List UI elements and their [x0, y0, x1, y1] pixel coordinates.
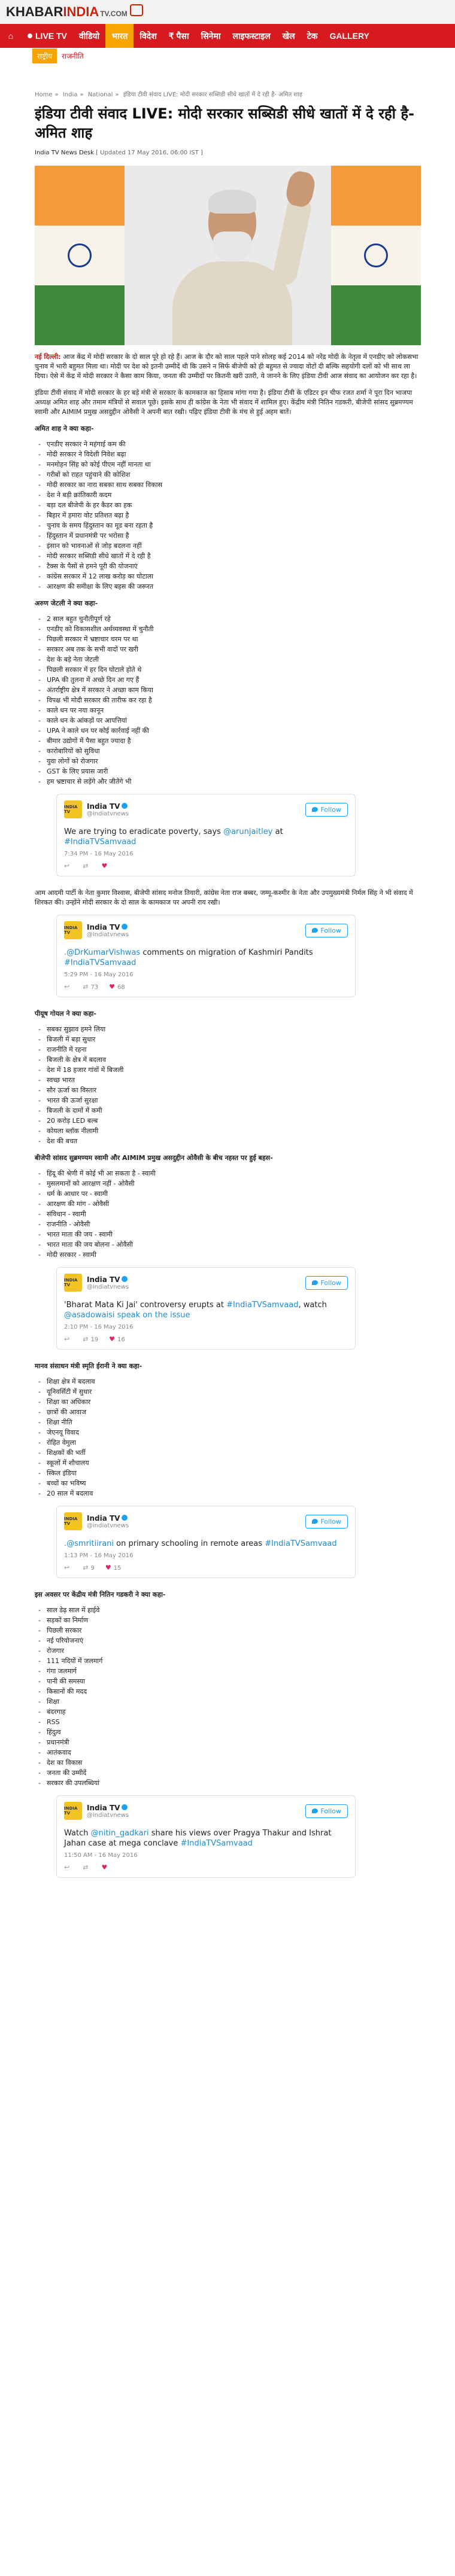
list-item: - देश का विकास [38, 1758, 421, 1768]
verified-icon [122, 1515, 128, 1521]
list-item: - पिछली सरकार में भ्रष्टाचार चरम पर था [38, 634, 421, 644]
tweet-name-text: India TV [87, 1803, 120, 1812]
tweet-author [87, 923, 305, 938]
tweet-actions [64, 1564, 348, 1572]
breadcrumb-national[interactable]: National [87, 92, 113, 98]
tweet-handle[interactable]: @indiatvnews [87, 1283, 129, 1290]
list-item: - भारत की ऊर्जा सुरक्षा [38, 1095, 421, 1106]
tweet-handle[interactable]: @indiatvnews [87, 810, 129, 817]
section-list [38, 614, 421, 787]
chakra-icon [364, 243, 388, 267]
byline [35, 150, 421, 156]
nav-label: LIVE TV [35, 31, 67, 41]
tweet-time[interactable]: 5:29 PM - 16 May 2016 [64, 972, 134, 978]
list-item: - शिक्षा [38, 1697, 421, 1707]
list-item: - स्वच्छ भारत [38, 1075, 421, 1085]
tweet-author [87, 1275, 305, 1290]
summary-paragraph: इंडिया टीवी संवाद में मोदी सरकार के हर बड़े मंत्री से सरकार के कामकाज का हिसाब मांगा गया है। इंडिया टीवी के एडिटर इन चीफ रजत शर्मा ने पूरा दिन भाजपा अध्यक्ष अमित शाह और तमाम मंत्रियों से सवाल पूछे। इसके साथ ही कांग्रेस के नेता भी संवाद में शामिल हुए। केंद्रीय मंत्री नितिन गडकरी, बीजेपी सांसद सुब्रमण्यम स्वामी और AIMIM प्रमुख असदुद्दीन ओवैसी ने अपनी बात रखी। पढ़िए इंडिया टीवी के मंच से हुई अहम बातें। [35, 389, 413, 416]
section-title: पीयूष गोयल ने क्या कहा- [35, 1010, 96, 1018]
tweet-time[interactable]: 2:10 PM - 16 May 2016 [64, 1324, 134, 1330]
list-item: - बंदरगाह [38, 1707, 421, 1717]
tweet-name[interactable] [87, 1275, 305, 1284]
like-count: 16 [117, 1336, 125, 1343]
tweet-hashtag-link[interactable]: #IndiaTVSamvaad [64, 838, 136, 847]
article-content [35, 90, 421, 1890]
nav-label: पैसा [176, 31, 189, 41]
reply-icon: ↩ [64, 1864, 70, 1871]
avatar[interactable]: INDIA TV [64, 1274, 82, 1292]
follow-label: Follow [320, 805, 341, 814]
tweet-header [64, 1802, 348, 1820]
list-item: - देश की बचत [38, 1136, 421, 1146]
list-item: - स्किल इंडिया [38, 1468, 421, 1478]
list-item: - स्कूलों में शौचालय [38, 1458, 421, 1468]
section-list [38, 1377, 421, 1499]
breadcrumb-sep: » [115, 92, 119, 98]
avatar[interactable]: INDIA TV [64, 1802, 82, 1820]
follow-button[interactable] [305, 924, 348, 937]
list-item: - बिजली के दामों में कमी [38, 1106, 421, 1116]
tweet-text [64, 827, 348, 847]
avatar[interactable]: INDIA TV [64, 800, 82, 818]
money-icon: ₹ [168, 31, 177, 41]
retweet-action[interactable] [83, 1864, 90, 1871]
list-item: - बिजली के क्षेत्र में बदलाव [38, 1055, 421, 1065]
list-item: - एनडीए को विकासशील अर्थव्यवस्था में चुनौती [38, 624, 421, 634]
tweet-text [64, 948, 348, 968]
reply-action[interactable] [64, 983, 72, 991]
section-list [38, 1605, 421, 1788]
follow-label: Follow [320, 1517, 341, 1525]
list-item: - आरक्षण की समीक्षा के लिए बहस की जरूरत [38, 581, 421, 592]
section-title: अमित शाह ने क्या कहा- [35, 425, 94, 433]
list-item: - शिक्षा क्षेत्र में बदलाव [38, 1377, 421, 1387]
tweet-text [64, 1539, 348, 1549]
breadcrumb-india[interactable]: India [62, 92, 78, 98]
list-item: - भारत माता की जय - स्वामी [38, 1229, 421, 1240]
tweet-name[interactable] [87, 1804, 305, 1812]
like-action[interactable] [101, 862, 110, 870]
list-item: - सड़कों का निर्माण [38, 1615, 421, 1625]
logo-suffix: TV.COM [100, 10, 128, 18]
follow-label: Follow [320, 1807, 341, 1815]
follow-label: Follow [320, 1278, 341, 1287]
tweet-mention-link[interactable]: .@DrKumarVishwas [64, 948, 141, 957]
list-item: - 111 नदियों में जलमार्ग [38, 1656, 421, 1666]
like-count: 68 [117, 984, 125, 991]
tweet-name-text: India TV [87, 802, 120, 811]
tweet-header [64, 921, 348, 939]
list-item: - UPA ने काले धन पर कोई कार्रवाई नहीं की [38, 726, 421, 736]
tweet-hashtag-link[interactable]: @asadowaisi speak on the issue [64, 1311, 190, 1320]
tweet-text [64, 1300, 348, 1320]
list-item: - शिक्षकों की भर्ती [38, 1448, 421, 1458]
top-header [0, 0, 455, 24]
heart-icon: ♥ [109, 1335, 116, 1343]
breadcrumb-sep: » [54, 92, 59, 98]
intro-paragraph [35, 352, 421, 381]
tweet-text-part: on primary schooling in remote areas [114, 1539, 265, 1548]
tweet-header [64, 1512, 348, 1530]
tweet-author [87, 1514, 305, 1529]
reply-action[interactable] [64, 862, 72, 870]
list-item: - पानी की समस्या [38, 1676, 421, 1686]
site-logo[interactable] [6, 4, 143, 20]
twitter-bird-icon [312, 1808, 318, 1813]
follow-button[interactable] [305, 1276, 348, 1290]
retweet-icon: ⇄ [83, 983, 89, 991]
list-item: - राजनीति - ओवैसी [38, 1219, 421, 1229]
list-item: - मोदी सरकार ने विदेशी निवेश बढ़ा [38, 449, 421, 459]
article-title: इंडिया टीवी संवाद LIVE: मोदी सरकार सब्सिडी सीधे खातों में दे रही है- अमित शाह [35, 105, 415, 141]
author[interactable]: India TV News Desk [35, 150, 94, 156]
retweet-icon: ⇄ [83, 1864, 89, 1871]
nav-sports[interactable]: खेल [282, 31, 295, 41]
list-item: - 20 साल में बदलाव [38, 1488, 421, 1499]
tweet-mention-link[interactable]: .@smritiirani [64, 1539, 114, 1548]
tweet-actions [64, 862, 348, 870]
tweet-handle[interactable]: @indiatvnews [87, 931, 129, 938]
tweet-actions [64, 1335, 348, 1343]
list-item: - पिछली सरकार में हर दिन घोटाले होते थे [38, 665, 421, 675]
section-title: अरुण जेटली ने क्या कहा- [35, 599, 98, 607]
list-item: - काले धन पर नया कानून [38, 705, 421, 715]
list-item: - यूनिवर्सिटी में सुधार [38, 1387, 421, 1397]
list-item: - साल डेढ़ साल में हाईवे [38, 1605, 421, 1615]
list-item: - बच्चों का भविष्य [38, 1478, 421, 1488]
dateline: नई दिल्ली: [35, 353, 61, 361]
tweet-text-part: , watch [298, 1301, 327, 1310]
indian-flag-left [35, 166, 125, 345]
reply-action[interactable] [64, 1335, 72, 1343]
list-item: - सरकार की उपलब्धियां [38, 1778, 421, 1788]
tweet-text-part: We are trying to eradicate poverty, says [64, 827, 224, 836]
tweet-name[interactable] [87, 802, 305, 811]
tweet-header [64, 800, 348, 818]
tweet-hashtag-link[interactable]: #IndiaTVSamvaad [180, 1839, 253, 1848]
list-item: - टैक्स के पैसों से हमने पूरी की योजनाएं [38, 561, 421, 571]
follow-button[interactable] [305, 1804, 348, 1818]
home-icon[interactable]: ⌂ [8, 31, 14, 41]
list-item: - UPA की तुलना में अच्छे दिन आ गए हैं [38, 675, 421, 685]
list-item: - बिजली में बड़ा सुधार [38, 1034, 421, 1045]
list-item: - बड़ा दल बीजेपी के हर कैडर का हक [38, 500, 421, 510]
retweet-action[interactable] [83, 983, 98, 991]
section-title: मानव संसाधन मंत्री स्मृति ईरानी ने क्या कहा- [35, 1362, 142, 1370]
retweet-action[interactable] [83, 862, 90, 870]
list-item: - जनता की उम्मीदें [38, 1768, 421, 1778]
retweet-action[interactable] [83, 1564, 95, 1572]
embedded-tweet [56, 1795, 356, 1878]
follow-button[interactable] [305, 803, 348, 817]
logo-brand: INDIA [63, 4, 99, 19]
nav-lifestyle[interactable]: लाइफस्टाइल [232, 31, 271, 41]
heart-icon: ♥ [109, 983, 116, 991]
tweet-text-part: share his views over Pragya Thakur and Ishrat Jahan case at mega conclave [64, 1829, 332, 1848]
verified-icon [122, 1804, 128, 1810]
tweet-time[interactable]: 1:13 PM - 16 May 2016 [64, 1552, 134, 1559]
breadcrumb [35, 90, 421, 98]
list-item: - मुसलमानों को आरक्षण नहीं - ओवैसी [38, 1179, 421, 1189]
list-item: - गरीबों को राहत पहुंचाने की कोशिश [38, 470, 421, 480]
logo-prefix: KHABAR [6, 4, 63, 19]
list-item: - शिक्षा नीति [38, 1417, 421, 1427]
chakra-icon [68, 243, 92, 267]
heart-icon: ♥ [101, 862, 108, 870]
like-count: 15 [113, 1565, 122, 1572]
subnav-politics[interactable]: राजनीति [62, 51, 84, 60]
nav-tech[interactable]: टेक [307, 31, 318, 41]
retweet-icon: ⇄ [83, 1564, 89, 1572]
tweet-name[interactable] [87, 923, 305, 931]
tweet-header [64, 1274, 348, 1292]
retweet-icon: ⇄ [83, 862, 89, 870]
list-item: - GST के लिए प्रयास जारी [38, 766, 421, 777]
tweet-actions [64, 983, 348, 991]
heart-icon: ♥ [101, 1864, 108, 1871]
list-item: - देश में 18 हजार गांवों में बिजली [38, 1065, 421, 1075]
retweet-count: 9 [90, 1565, 95, 1572]
list-item: - राजनीति में रहना [38, 1045, 421, 1055]
list-item: - रोजगार [38, 1646, 421, 1656]
twitter-bird-icon [312, 928, 318, 933]
twitter-bird-icon [312, 1280, 318, 1285]
guests-paragraph: आम आदमी पार्टी के नेता कुमार विश्वास, बीजेपी सांसद मनोज तिवारी, कांग्रेस नेता राज बब्बर, जम्मू-कश्मीर के नेता और उपमुख्यमंत्री निर्मल सिंह ने भी संवाद में शिरकत की। उन्होंने मोदी सरकार के दो साल के कामकाज पर अपनी राय रखी। [35, 889, 413, 906]
list-item: - जेएनयू विवाद [38, 1427, 421, 1438]
list-item: - हिंदुस्तान में प्रधानमंत्री पर भरोसा है [38, 531, 421, 541]
reply-icon: ↩ [64, 983, 70, 991]
list-item: - पिछली सरकार [38, 1625, 421, 1636]
follow-button[interactable] [305, 1515, 348, 1528]
nav-world[interactable]: विदेश [139, 31, 157, 41]
nav-video[interactable]: वीडियो [78, 31, 100, 41]
list-item: - सरकार अब तक के सभी वादों पर खरी [38, 644, 421, 654]
list-item: - इंसान को भावनाओं से जोड़ बदलना नहीं [38, 541, 421, 551]
list-item: - सबका सुझाव हमने लिया [38, 1024, 421, 1034]
list-item: - आतंकवाद [38, 1747, 421, 1758]
logo-tv-icon [130, 4, 143, 16]
retweet-action[interactable] [83, 1335, 98, 1343]
nav-live-tv[interactable] [22, 24, 73, 48]
list-item: - चुनाव के समय हिंदुस्तान का मूड बना रहता है [38, 520, 421, 531]
reply-action[interactable] [64, 1564, 72, 1572]
tweet-hashtag-link[interactable]: #IndiaTVSamvaad [265, 1539, 337, 1548]
like-action[interactable] [105, 1564, 122, 1572]
breadcrumb-sep: » [80, 92, 84, 98]
intro-text: आज केंद्र में मोदी सरकार के दो साल पूरे हो रहे हैं। आज के दौर को साल पहले पाने सोलह कई 2014 को नरेंद्र मोदी के नेतृत्व में एनडीए को लोकसभा चुनाव में भारी बहुमत मिला था। मोदी पर देश को इतनी उम्मीदें थी कि उसने न सिर्फ बीजेपी को ही बहुमत से ज्यादा वोटों दी बल्कि सहयोगी दलों को भी साथ ला दिया। ऐसे में केंद्र में मोदी सरकार ने कैसा काम किया, जनता की उम्मीदों पर कितनी खरी उतरी, ये जानने के लिए इंडिया टीवी आज संवाद का आयोजन कर रहा है। [35, 353, 418, 380]
list-item: - कारोबारियों को सुविधा [38, 746, 421, 756]
nav-gallery[interactable]: GALLERY [329, 31, 369, 41]
avatar[interactable]: INDIA TV [64, 1512, 82, 1530]
list-item: - 20 करोड़ LED बल्ब [38, 1116, 421, 1126]
list-item: - सौर ऊर्जा का विस्तार [38, 1085, 421, 1095]
list-item: - विपक्ष भी मोदी सरकार की तारीफ कर रहा है [38, 695, 421, 705]
tweet-time[interactable]: 11:50 AM - 16 May 2016 [64, 1852, 138, 1859]
list-item: - देश के बड़े नेता जेटली [38, 654, 421, 665]
live-dot-icon [28, 34, 32, 38]
reply-icon: ↩ [64, 862, 70, 870]
follow-label: Follow [320, 926, 341, 934]
section-list [38, 1168, 421, 1260]
list-item: - देश ने बड़ी क्रांतिकारी कदम [38, 490, 421, 500]
like-action[interactable] [109, 1335, 125, 1343]
nav-money[interactable] [163, 24, 195, 48]
list-item: - काले धन के आंकड़ों पर आपत्तियां [38, 715, 421, 726]
list-item: - हिंदुत्व [38, 1727, 421, 1737]
list-item: - संविधान - स्वामी [38, 1209, 421, 1219]
reply-icon: ↩ [64, 1564, 70, 1572]
list-item: - आरक्षण की मांग - ओवैसी [38, 1199, 421, 1209]
list-item: - 2 साल बहुत चुनौतीपूर्ण रहे [38, 614, 421, 624]
nav-cinema[interactable]: सिनेमा [201, 31, 221, 41]
verified-icon [122, 1276, 128, 1282]
list-item: - मनमोहन सिंह को कोई पीएम नहीं मानता था [38, 459, 421, 470]
list-item: - रोहित वेमुला [38, 1438, 421, 1448]
list-item: - भारत माता की जय बोलना - ओवैसी [38, 1240, 421, 1250]
tweet-time[interactable]: 7:34 PM - 16 May 2016 [64, 851, 134, 857]
embedded-tweet [56, 915, 356, 997]
subnav-national[interactable]: राष्ट्रीय [32, 48, 57, 63]
tweet-name[interactable] [87, 1514, 305, 1523]
sub-nav [0, 48, 455, 63]
tweet-text [64, 1828, 348, 1849]
list-item: - अंतर्राष्ट्रीय क्षेत्र में सरकार ने अच्छा काम किया [38, 685, 421, 695]
list-item: - युवा लोगों को रोजगार [38, 756, 421, 766]
retweet-count: 19 [90, 1336, 99, 1343]
tweet-name-text: India TV [87, 1514, 120, 1523]
breadcrumb-current: इंडिया टीवी संवाद LIVE: मोदी सरकार सब्सिडी सीधे खातों में दे रही है- अमित शाह [123, 92, 303, 98]
tweet-author [87, 802, 305, 817]
list-item: - शिक्षा का अधिकार [38, 1397, 421, 1407]
tweet-name-text: India TV [87, 1275, 120, 1284]
retweet-count: 73 [90, 984, 99, 991]
list-item: - नई परियोजनाएं [38, 1636, 421, 1646]
indian-flag-right [331, 166, 421, 345]
embedded-tweet [56, 1506, 356, 1578]
breadcrumb-home[interactable]: Home [35, 92, 53, 98]
tweet-mention-link[interactable]: @arunjaitley [223, 827, 273, 836]
tweet-handle[interactable]: @indiatvnews [87, 1811, 129, 1819]
list-item: - गंगा जलमार्ग [38, 1666, 421, 1676]
twitter-bird-icon [312, 1519, 318, 1524]
section-title: बीजेपी सांसद सुब्रमण्यम स्वामी और AIMIM प्रमुख असदुद्दीन ओवैसी के बीच नहस्त पर हुई बहस- [35, 1154, 273, 1162]
tweet-hashtag-link[interactable]: #IndiaTVSamvaad [64, 958, 136, 967]
list-item: - धर्म के आधार पर - स्वामी [38, 1189, 421, 1199]
list-item: - बिहार में हमारा वोट प्रतिशत बढ़ा है [38, 510, 421, 520]
main-nav [0, 24, 455, 48]
tweet-actions [64, 1864, 348, 1871]
tweet-handle[interactable]: @indiatvnews [87, 1522, 129, 1529]
like-action[interactable] [109, 983, 125, 991]
verified-icon [122, 803, 128, 809]
like-action[interactable] [101, 1864, 110, 1871]
heart-icon: ♥ [105, 1564, 111, 1572]
tweet-text-part: 'Bharat Mata Ki Jai' controversy erupts at [64, 1301, 227, 1310]
avatar[interactable]: INDIA TV [64, 921, 82, 939]
tweet-author [87, 1804, 305, 1819]
embedded-tweet [56, 794, 356, 876]
tweet-text-part: at [272, 827, 283, 836]
list-item: - किसानों की मदद [38, 1686, 421, 1697]
list-item: - एनडीए सरकार ने महंगाई कम की [38, 439, 421, 449]
nav-india[interactable]: भारत [105, 24, 134, 48]
section-title: इस अवसर पर केंद्रीय मंत्री नितिन गडकरी ने क्या कहा- [35, 1591, 166, 1598]
verified-icon [122, 924, 128, 930]
section-list [38, 1024, 421, 1146]
embedded-tweet [56, 1267, 356, 1350]
person-waving [154, 190, 316, 345]
list-item: - कोयला ब्लॉक नीलामी [38, 1126, 421, 1136]
list-item: - हम भ्रष्टाचार से लड़ेंगे और जीतेंगे भी [38, 777, 421, 787]
list-item: - RSS [38, 1717, 421, 1727]
list-item: - मोदी सरकार सब्सिडी सीधे खातों में दे रही है [38, 551, 421, 561]
list-item: - मोदी सरकार - स्वामी [38, 1250, 421, 1260]
updated-time: [ Updated 17 May 2016, 06:00 IST ] [96, 150, 203, 156]
section-list [38, 439, 421, 592]
hero-image [35, 166, 421, 345]
retweet-icon: ⇄ [83, 1335, 89, 1343]
list-item: - प्रधानमंत्री [38, 1737, 421, 1747]
tweet-text-part: Watch [64, 1829, 91, 1838]
list-item: - बीमार उद्योगों में पैसा बहुत ज्यादा है [38, 736, 421, 746]
tweet-mention-link[interactable]: #IndiaTVSamvaad [226, 1301, 299, 1310]
twitter-bird-icon [312, 807, 318, 812]
tweet-name-text: India TV [87, 922, 120, 931]
tweet-mention-link[interactable]: @nitin_gadkari [90, 1829, 149, 1838]
list-item: - हिंदू की श्रेणी में कोई भी आ सकता है - स्वामी [38, 1168, 421, 1179]
reply-icon: ↩ [64, 1335, 70, 1343]
list-item: - कांग्रेस सरकार में 12 लाख करोड़ का घोटाला [38, 571, 421, 581]
tweet-text-part: comments on migration of Kashmiri Pandits [140, 948, 313, 957]
list-item: - छात्रों की आवाज [38, 1407, 421, 1417]
list-item: - मोदी सरकार का नारा सबका साथ सबका विकास [38, 480, 421, 490]
reply-action[interactable] [64, 1864, 72, 1871]
